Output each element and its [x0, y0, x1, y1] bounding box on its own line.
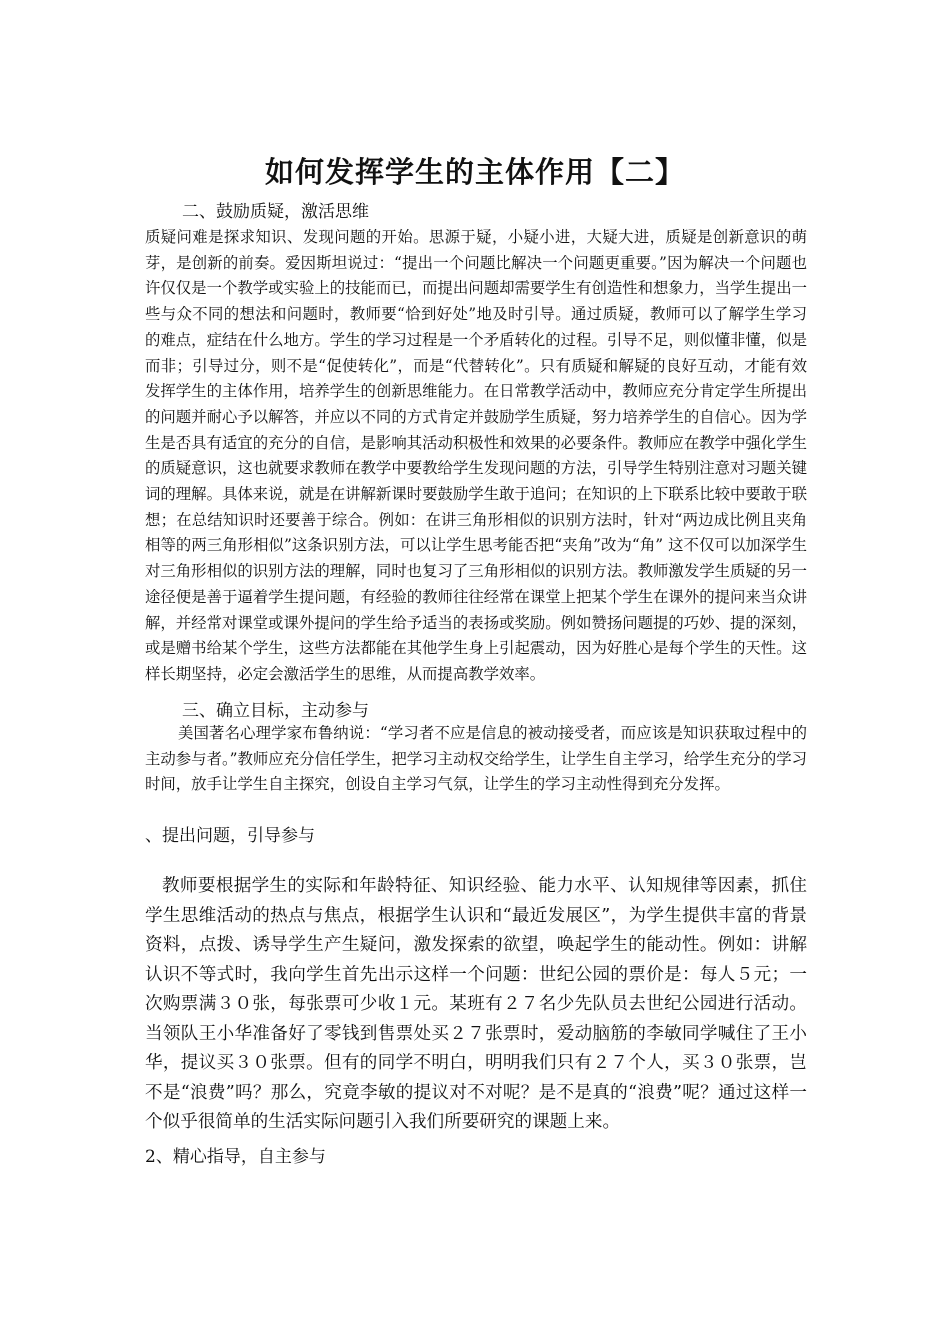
subsection-1-heading: 、提出问题，引导参与	[145, 826, 315, 846]
section-3-body: 美国著名心理学家布鲁纳说：“学习者不应是信息的被动接受者，而应该是知识获取过程中的主动参与者。”教师应充分信任学生，把学习主动权交给学生，让学生自主学习，给学生充分的学习时间，放手让学生自主探究，创设自主学习气氛，让学生的学习主动性得到充分发挥。	[145, 724, 807, 794]
section-3-heading: 三、确立目标，主动参与	[182, 701, 369, 721]
subsection-2-heading: 2、精心指导，自主参与	[145, 1147, 326, 1167]
subsection-1-body: 教师要根据学生的实际和年龄特征、知识经验、能力水平、认知规律等因素，抓住学生思维活动的热点与焦点，根据学生认识和“最近发展区”，为学生提供丰富的背景资料，点拨、诱导学生产生疑问，激发探索的欲望，唤起学生的能动性。例如：讲解认识不等式时，我向学生首先出示这样一个问题：世纪公园的票价是：每人５元；一次购票满３０张，每张票可少收１元。某班有２７名少先队员去世纪公园进行活动。当领队王小华准备好了零钱到售票处买２７张票时，爱动脑筋的李敏同学喊住了王小华，提议买３０张票。但有的同学不明白，明明我们只有２７个人，买３０张票，岂不是“浪费”吗？那么，究竟李敏的提议对不对呢？是不是真的“浪费”呢？通过这样一个似乎很简单的生活实际问题引入我们所要研究的课题上来。	[145, 876, 807, 1132]
document-title: 如何发挥学生的主体作用【二】	[264, 155, 685, 189]
section-2-body: 质疑问难是探求知识、发现问题的开始。思源于疑，小疑小进，大疑大进，质疑是创新意识的萌芽，是创新的前奏。爱因斯坦说过：“提出一个问题比解决一个问题更重要。”因为解决一个问题也许仅仅是一个教学或实验上的技能而已，而提出问题却需要学生有创造性和想象力，当学生提出一些与众不同的想法和问题时，教师要“恰到好处”地及时引导。通过质疑，教师可以了解学生学习的难点，症结在什么地方。学生的学习过程是一个矛盾转化的过程。引导不足，则似懂非懂，似是而非；引导过分，则不是“促使转化”，而是“代替转化”。只有质疑和解疑的良好互动，才能有效发挥学生的主体作用，培养学生的创新思维能力。在日常教学活动中，教师应充分肯定学生所提出的问题并耐心予以解答，并应以不同的方式肯定并鼓励学生质疑，努力培养学生的自信心。因为学生是否具有适宜的充分的自信，是影响其活动积极性和效果的必要条件。教师应在教学中强化学生的质疑意识，这也就要求教师在教学中要教给学生发现问题的方法，引导学生特别注意对习题关键词的理解。具体来说，就是在讲解新课时要鼓励学生敢于追问；在知识的上下联系比较中要敢于联想；在总结知识时还要善于综合。例如：在讲三角形相似的识别方法时，针对“两边成比例且夹角相等的两三角形相似”这条识别方法，可以让学生思考能否把“夹角”改为“角” 这不仅可以加深学生对三角形相似的识别方法的理解，同时也复习了三角形相似的识别方法。教师激发学生质疑的另一途径便是善于逼着学生提问题，有经验的教师往往经常在课堂上把某个学生在课外的提问来当众讲解，并经常对课堂或课外提问的学生给予适当的表扬或奖励。例如赞扬问题提的巧妙、提的深刻，或是赠书给某个学生，这些方法都能在其他学生身上引起震动，因为好胜心是每个学生的天性。这样长期坚持，必定会激活学生的思维，从而提高教学效率。	[145, 228, 807, 683]
section-2-heading: 二、鼓励质疑，激活思维	[182, 202, 369, 222]
